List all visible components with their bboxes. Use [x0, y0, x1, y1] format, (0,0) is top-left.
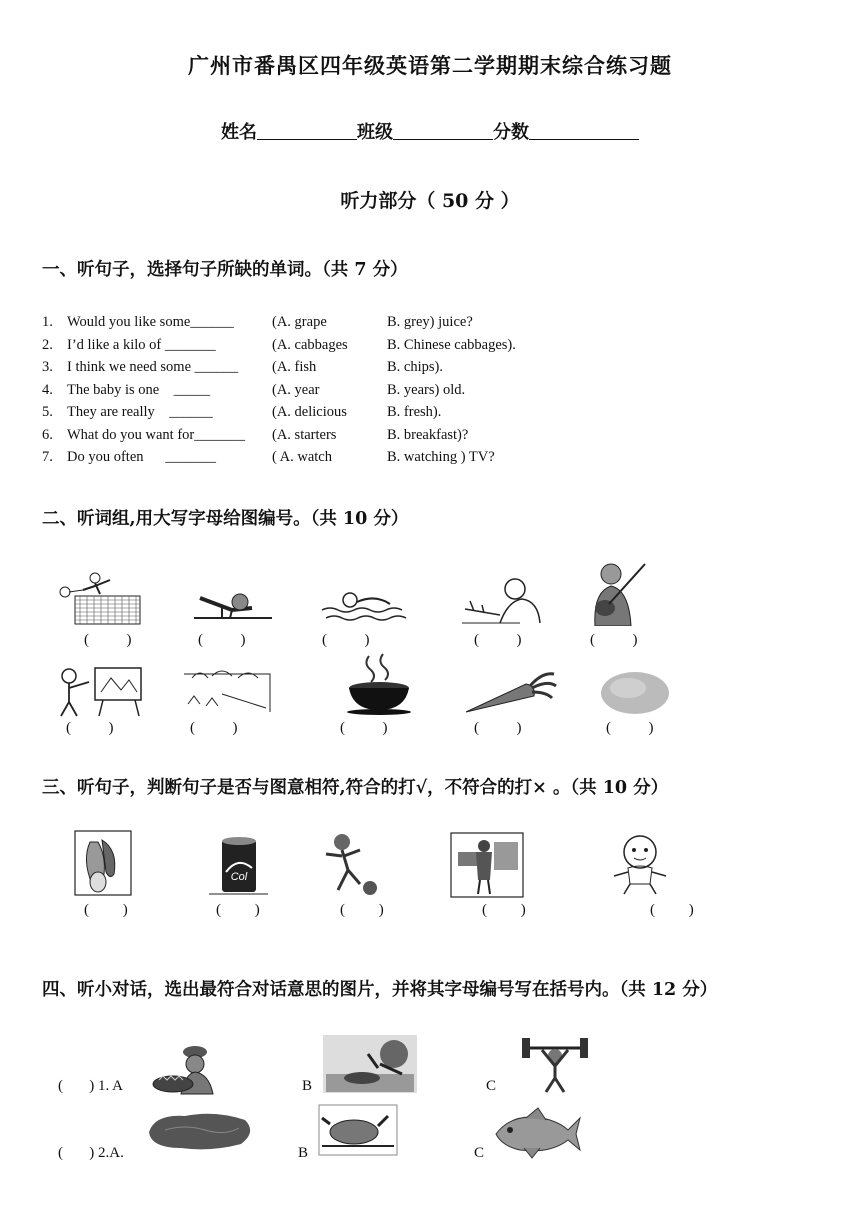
svg-text:Col: Col — [230, 871, 248, 883]
question-2-label: ( ) 2.A. — [58, 1145, 124, 1161]
answer-bracket[interactable]: ( ) — [482, 902, 526, 918]
question-text: I’d like a kilo of _______ — [67, 336, 216, 353]
answer-bracket[interactable]: ( ) — [66, 720, 114, 736]
answer-bracket[interactable]: ( ) — [340, 720, 388, 736]
name-field[interactable] — [257, 121, 357, 140]
question-number: 7. — [42, 449, 53, 465]
question-row — [42, 337, 516, 354]
option-b: B. watching ) TV? — [387, 449, 495, 465]
section-3-heading: 三、听句子，判断句子是否与图意相符,符合的打√，不符合的打× 。（共 10 分） — [42, 778, 669, 798]
chef-with-cake-picture — [145, 1044, 235, 1096]
answer-bracket[interactable]: ( ) — [84, 632, 132, 648]
answer-bracket[interactable]: ( ) — [474, 720, 522, 736]
swimming-picture — [320, 584, 410, 624]
question-row — [42, 359, 443, 376]
question-text: They are really ______ — [67, 404, 213, 420]
question-row — [42, 404, 441, 421]
question-text: I think we need some ______ — [67, 359, 239, 375]
answer-bracket[interactable]: ( ) — [474, 632, 522, 648]
section-1-heading: 一、听句子，选择句子所缺的单词。（共 7 分） — [42, 260, 408, 280]
answer-bracket[interactable]: ( ) — [340, 902, 384, 918]
option-b: B. Chinese cabbages). — [387, 336, 516, 353]
lying-person-picture — [192, 578, 274, 624]
score-field[interactable] — [529, 121, 639, 140]
soup-bowl-picture — [345, 652, 415, 716]
option-a: (A. fish — [272, 359, 317, 375]
steak-picture — [145, 1106, 257, 1156]
section-4-heading: 四、听小对话，选出最符合对话意思的图片，并将其字母编号写在括号内。（共 12 分） — [42, 980, 718, 1000]
cola-can-picture — [208, 832, 270, 896]
question-text: The baby is one _____ — [67, 381, 210, 398]
question-1-label: ( ) 1. A — [58, 1078, 123, 1094]
option-b: B. breakfast)? — [387, 426, 469, 443]
question-number: 2. — [42, 336, 53, 353]
option-a: (A. starters — [272, 426, 337, 443]
listening-part-label: 听力部分（ 50 分 ） — [340, 190, 520, 212]
eating-person-picture — [322, 1034, 418, 1094]
question-2-option-b-label: B — [298, 1145, 309, 1161]
fish-picture — [490, 1104, 582, 1162]
score-label: 分数 — [493, 122, 529, 143]
answer-bracket[interactable]: ( ) — [650, 902, 694, 918]
cooking-person-picture — [460, 575, 548, 625]
roast-chicken-picture — [318, 1104, 398, 1156]
mango-picture — [74, 830, 132, 896]
answer-bracket[interactable]: ( ) — [190, 720, 238, 736]
option-a: ( A. watch — [272, 449, 332, 465]
question-number: 6. — [42, 426, 53, 443]
student-info — [0, 118, 860, 144]
question-number: 5. — [42, 404, 53, 420]
option-b: B. fresh). — [387, 404, 442, 420]
answer-bracket[interactable]: ( ) — [216, 902, 260, 918]
option-b: B. grey) juice? — [387, 314, 473, 330]
option-a: (A. delicious — [272, 404, 347, 420]
answer-bracket[interactable]: ( ) — [606, 720, 654, 736]
question-row — [42, 449, 495, 466]
shopping-scene-picture — [450, 832, 524, 898]
class-field[interactable] — [393, 121, 493, 140]
question-1-option-b-label: B — [302, 1078, 313, 1094]
park-scene-picture — [182, 664, 274, 714]
name-label: 姓名 — [221, 122, 257, 143]
answer-bracket[interactable]: ( ) — [322, 632, 370, 648]
painting-picture — [55, 662, 147, 718]
answer-bracket[interactable]: ( ) — [198, 632, 246, 648]
option-a: (A. grape — [272, 314, 327, 330]
football-player-picture — [318, 832, 380, 896]
question-row — [42, 382, 465, 399]
cartoon-figure-picture — [606, 832, 674, 896]
question-row — [42, 314, 473, 331]
option-a: (A. cabbages — [272, 336, 348, 353]
option-b: B. years) old. — [387, 381, 466, 398]
question-row — [42, 427, 468, 444]
answer-bracket[interactable]: ( ) — [84, 902, 128, 918]
potato-picture — [598, 668, 672, 718]
question-text: What do you want for_______ — [67, 426, 245, 443]
question-2-option-c-label: C — [474, 1145, 485, 1161]
badminton-picture — [55, 570, 145, 626]
option-a: (A. year — [272, 381, 320, 398]
section-2-heading: 二、听词组,用大写字母给图编号。（共 10 分） — [42, 509, 409, 529]
guitar-player-picture — [585, 560, 649, 626]
option-b: B. chips). — [387, 359, 443, 375]
answer-bracket[interactable]: ( ) — [590, 632, 638, 648]
weightlifter-picture — [520, 1036, 590, 1094]
question-number: 3. — [42, 359, 53, 375]
question-number: 4. — [42, 381, 53, 398]
page-title: 广州市番禺区四年级英语第二学期期末综合练习题 — [188, 53, 672, 78]
question-text: Do you often _______ — [67, 449, 217, 465]
carrot-picture — [462, 668, 558, 716]
class-label: 班级 — [357, 122, 393, 143]
question-text: Would you like some______ — [67, 314, 234, 330]
question-number: 1. — [42, 314, 53, 330]
question-1-option-c-label: C — [486, 1078, 497, 1094]
